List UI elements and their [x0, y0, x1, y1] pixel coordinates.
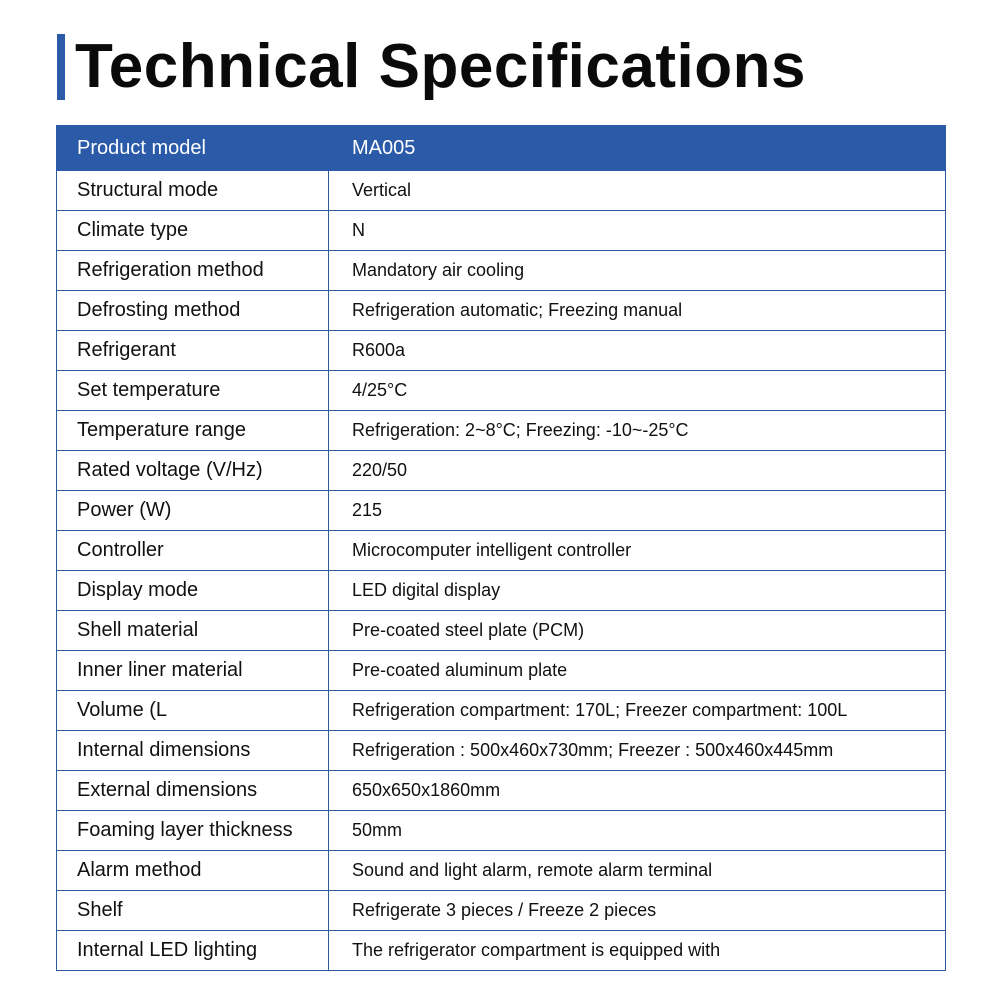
table-row	[57, 371, 946, 411]
table-row	[57, 451, 946, 491]
spec-label: Internal LED lighting	[57, 931, 329, 971]
spec-label: Defrosting method	[57, 291, 329, 331]
spec-value: Refrigeration: 2~8°C; Freezing: -10~-25°C	[329, 411, 946, 451]
spec-value: Pre-coated steel plate (PCM)	[329, 611, 946, 651]
spec-value: Mandatory air cooling	[329, 251, 946, 291]
header-label: Product model	[57, 126, 329, 171]
spec-table	[56, 125, 946, 971]
spec-value: 220/50	[329, 451, 946, 491]
spec-label: Display mode	[57, 571, 329, 611]
table-row	[57, 211, 946, 251]
spec-value: Refrigeration : 500x460x730mm; Freezer : 500x460x445mm	[329, 731, 946, 771]
spec-label: Internal dimensions	[57, 731, 329, 771]
spec-value: Vertical	[329, 171, 946, 211]
spec-value: Pre-coated aluminum plate	[329, 651, 946, 691]
spec-label: Inner liner material	[57, 651, 329, 691]
spec-value: 50mm	[329, 811, 946, 851]
spec-value: The refrigerator compartment is equipped with	[329, 931, 946, 971]
table-row	[57, 531, 946, 571]
spec-value: Microcomputer intelligent controller	[329, 531, 946, 571]
table-header-row	[57, 126, 946, 171]
spec-value: Refrigerate 3 pieces / Freeze 2 pieces	[329, 891, 946, 931]
spec-table-body	[57, 126, 946, 971]
table-row	[57, 571, 946, 611]
page-title: Technical Specifications	[75, 32, 806, 101]
table-row	[57, 931, 946, 971]
spec-label: Alarm method	[57, 851, 329, 891]
spec-value: R600a	[329, 331, 946, 371]
table-row	[57, 851, 946, 891]
table-row	[57, 891, 946, 931]
table-row	[57, 251, 946, 291]
spec-value: N	[329, 211, 946, 251]
spec-label: Volume (L	[57, 691, 329, 731]
spec-label: Rated voltage (V/Hz)	[57, 451, 329, 491]
table-row	[57, 811, 946, 851]
table-row	[57, 611, 946, 651]
spec-value: 4/25°C	[329, 371, 946, 411]
spec-label: Climate type	[57, 211, 329, 251]
table-row	[57, 291, 946, 331]
table-row	[57, 491, 946, 531]
spec-value: 650x650x1860mm	[329, 771, 946, 811]
title-block	[57, 32, 806, 102]
spec-value: Refrigeration automatic; Freezing manual	[329, 291, 946, 331]
spec-label: Shelf	[57, 891, 329, 931]
spec-label: Power (W)	[57, 491, 329, 531]
table-row	[57, 331, 946, 371]
spec-label: External dimensions	[57, 771, 329, 811]
spec-value: 215	[329, 491, 946, 531]
spec-label: Foaming layer thickness	[57, 811, 329, 851]
spec-label: Controller	[57, 531, 329, 571]
spec-label: Set temperature	[57, 371, 329, 411]
spec-label: Temperature range	[57, 411, 329, 451]
table-row	[57, 411, 946, 451]
title-accent-bar	[57, 34, 65, 100]
table-row	[57, 171, 946, 211]
table-row	[57, 771, 946, 811]
table-row	[57, 651, 946, 691]
spec-value: Sound and light alarm, remote alarm terminal	[329, 851, 946, 891]
header-value: MA005	[329, 126, 946, 171]
spec-label: Refrigeration method	[57, 251, 329, 291]
spec-value: LED digital display	[329, 571, 946, 611]
spec-value: Refrigeration compartment: 170L; Freezer compartment: 100L	[329, 691, 946, 731]
spec-label: Structural mode	[57, 171, 329, 211]
spec-label: Shell material	[57, 611, 329, 651]
table-row	[57, 691, 946, 731]
spec-label: Refrigerant	[57, 331, 329, 371]
table-row	[57, 731, 946, 771]
